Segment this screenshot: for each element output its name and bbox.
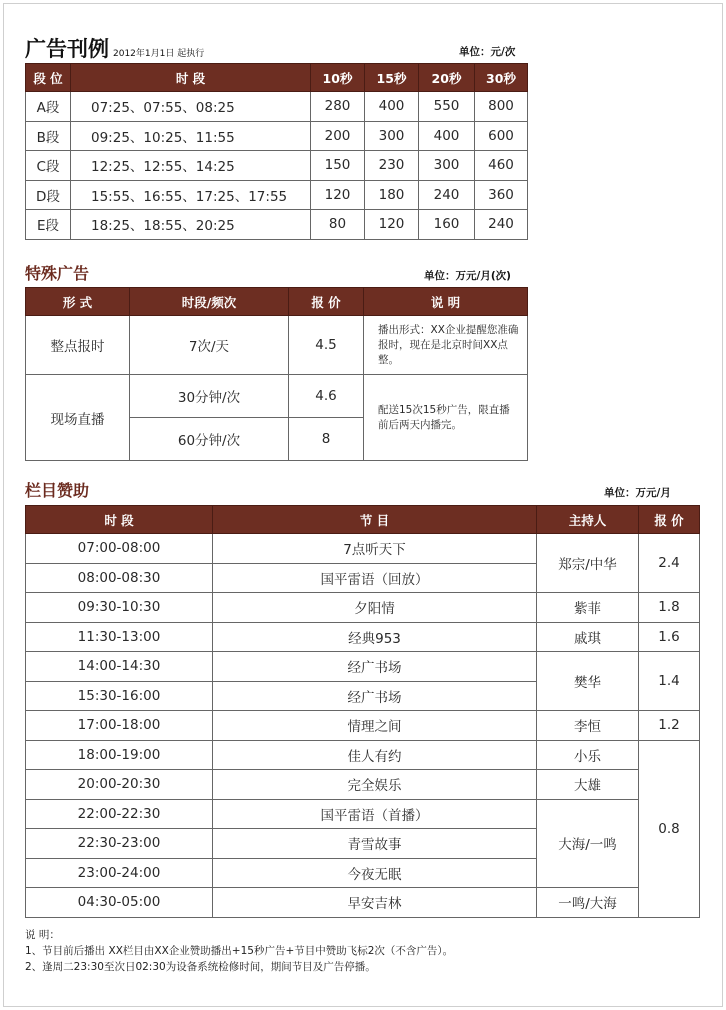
- header-30s: 30秒: [475, 64, 528, 92]
- program-cell: 青雪故事: [213, 829, 537, 859]
- table-row: [26, 180, 528, 210]
- price-cell: 0.8: [639, 740, 700, 917]
- time-cell: 07:00-08:00: [26, 534, 213, 564]
- price-20s: 550: [419, 92, 475, 122]
- price-cell: 1.6: [639, 622, 700, 652]
- effective-date: 2012年1月1日 起执行: [113, 49, 205, 59]
- table-row: [26, 375, 528, 418]
- time-cell: 11:30-13:00: [26, 622, 213, 652]
- program-cell: 今夜无眠: [213, 858, 537, 888]
- host-cell: 小乐: [537, 740, 639, 770]
- times-cell: 12:25、12:55、14:25: [71, 151, 311, 181]
- sponsorship-table: [25, 505, 700, 918]
- form-cell: 现场直播: [26, 375, 130, 461]
- price-15s: 180: [365, 180, 419, 210]
- footnote-label: 说 明：: [25, 929, 60, 941]
- program-cell: 7点听天下: [213, 534, 537, 564]
- price-10s: 280: [311, 92, 365, 122]
- footnote-item: 1、节目前后播出 XX栏目由XX企业赞助播出+15秒广告+节目中赞助飞标2次（不含广告）。: [25, 945, 454, 957]
- price-30s: 240: [475, 210, 528, 240]
- price-15s: 120: [365, 210, 419, 240]
- host-cell: 郑宗/中华: [537, 534, 639, 593]
- host-cell: 一鸣/大海: [537, 888, 639, 918]
- price-20s: 160: [419, 210, 475, 240]
- table-row: [26, 711, 700, 741]
- price-20s: 300: [419, 151, 475, 181]
- program-cell: 国平雷语（首播）: [213, 799, 537, 829]
- header-price: 报 价: [289, 288, 364, 316]
- segment-cell: E段: [26, 210, 71, 240]
- host-cell: 李恒: [537, 711, 639, 741]
- program-cell: 夕阳情: [213, 593, 537, 623]
- table-row: [26, 121, 528, 151]
- host-cell: 樊华: [537, 652, 639, 711]
- time-cell: 20:00-20:30: [26, 770, 213, 800]
- footnote-item: 2、逢周二23:30至次日02:30为设备系统检修时间，期间节目及广告停播。: [25, 961, 376, 973]
- rates-header-row: [26, 64, 528, 92]
- table-row: [26, 210, 528, 240]
- table-row: [26, 652, 700, 682]
- form-cell: 整点报时: [26, 316, 130, 375]
- segment-cell: D段: [26, 180, 71, 210]
- price-cell: 1.8: [639, 593, 700, 623]
- special-ads-table: [25, 287, 528, 461]
- table-row: [26, 534, 700, 564]
- sponsor-title: 栏目赞助: [25, 481, 90, 500]
- time-cell: 14:00-14:30: [26, 652, 213, 682]
- header-time: 时 段: [26, 506, 213, 534]
- header-frequency: 时段/频次: [130, 288, 289, 316]
- time-cell: 04:30-05:00: [26, 888, 213, 918]
- program-cell: 经典953: [213, 622, 537, 652]
- host-cell: 大海/一鸣: [537, 799, 639, 888]
- host-cell: 戚琪: [537, 622, 639, 652]
- frequency-cell: 60分钟/次: [130, 418, 289, 461]
- time-cell: 17:00-18:00: [26, 711, 213, 741]
- program-cell: 早安吉林: [213, 888, 537, 918]
- program-cell: 完全娱乐: [213, 770, 537, 800]
- price-20s: 400: [419, 121, 475, 151]
- rates-unit: 单位：元/次: [459, 46, 516, 58]
- price-30s: 360: [475, 180, 528, 210]
- price-cell: 2.4: [639, 534, 700, 593]
- time-cell: 18:00-19:00: [26, 740, 213, 770]
- price-20s: 240: [419, 180, 475, 210]
- header-10s: 10秒: [311, 64, 365, 92]
- table-row: [26, 770, 700, 800]
- rates-title: 广告刊例: [25, 37, 109, 61]
- price-10s: 200: [311, 121, 365, 151]
- price-10s: 120: [311, 180, 365, 210]
- footnotes: [25, 927, 705, 975]
- rates-title-block: [25, 33, 204, 63]
- header-times: 时 段: [71, 64, 311, 92]
- price-30s: 600: [475, 121, 528, 151]
- header-price: 报 价: [639, 506, 700, 534]
- time-cell: 09:30-10:30: [26, 593, 213, 623]
- frequency-cell: 30分钟/次: [130, 375, 289, 418]
- special-header-row: [26, 288, 528, 316]
- price-15s: 300: [365, 121, 419, 151]
- rate-card-page: [3, 3, 723, 1007]
- table-row: [26, 799, 700, 829]
- special-unit: 单位：万元/月(次): [424, 270, 511, 282]
- header-segment: 段 位: [26, 64, 71, 92]
- price-30s: 460: [475, 151, 528, 181]
- price-cell: 8: [289, 418, 364, 461]
- special-title: 特殊广告: [25, 264, 90, 283]
- segment-cell: A段: [26, 92, 71, 122]
- host-cell: 大雄: [537, 770, 639, 800]
- price-cell: 1.2: [639, 711, 700, 741]
- header-description: 说 明: [364, 288, 528, 316]
- program-cell: 情理之间: [213, 711, 537, 741]
- sponsor-header-row: [26, 506, 700, 534]
- time-cell: 15:30-16:00: [26, 681, 213, 711]
- program-cell: 国平雷语（回放）: [213, 563, 537, 593]
- price-30s: 800: [475, 92, 528, 122]
- sponsor-unit: 单位：万元/月: [604, 487, 671, 499]
- header-host: 主持人: [537, 506, 639, 534]
- description-cell: 播出形式：XX企业提醒您准确报时，现在是北京时间XX点整。: [364, 316, 528, 375]
- description-cell: 配送15次15秒广告，限直播前后两天内播完。: [364, 375, 528, 461]
- segment-cell: C段: [26, 151, 71, 181]
- header-form: 形 式: [26, 288, 130, 316]
- header-20s: 20秒: [419, 64, 475, 92]
- table-row: [26, 888, 700, 918]
- table-row: [26, 316, 528, 375]
- table-row: [26, 622, 700, 652]
- time-cell: 22:00-22:30: [26, 799, 213, 829]
- header-15s: 15秒: [365, 64, 419, 92]
- segment-cell: B段: [26, 121, 71, 151]
- program-cell: 经广书场: [213, 681, 537, 711]
- price-10s: 80: [311, 210, 365, 240]
- header-program: 节 目: [213, 506, 537, 534]
- time-cell: 22:30-23:00: [26, 829, 213, 859]
- price-cell: 4.5: [289, 316, 364, 375]
- program-cell: 佳人有约: [213, 740, 537, 770]
- time-cell: 08:00-08:30: [26, 563, 213, 593]
- table-row: [26, 151, 528, 181]
- times-cell: 07:25、07:55、08:25: [71, 92, 311, 122]
- table-row: [26, 92, 528, 122]
- frequency-cell: 7次/天: [130, 316, 289, 375]
- rates-table: [25, 63, 528, 240]
- times-cell: 15:55、16:55、17:25、17:55: [71, 180, 311, 210]
- price-cell: 4.6: [289, 375, 364, 418]
- price-10s: 150: [311, 151, 365, 181]
- host-cell: 紫菲: [537, 593, 639, 623]
- price-15s: 400: [365, 92, 419, 122]
- table-row: [26, 593, 700, 623]
- times-cell: 18:25、18:55、20:25: [71, 210, 311, 240]
- table-row: [26, 740, 700, 770]
- times-cell: 09:25、10:25、11:55: [71, 121, 311, 151]
- time-cell: 23:00-24:00: [26, 858, 213, 888]
- program-cell: 经广书场: [213, 652, 537, 682]
- price-15s: 230: [365, 151, 419, 181]
- price-cell: 1.4: [639, 652, 700, 711]
